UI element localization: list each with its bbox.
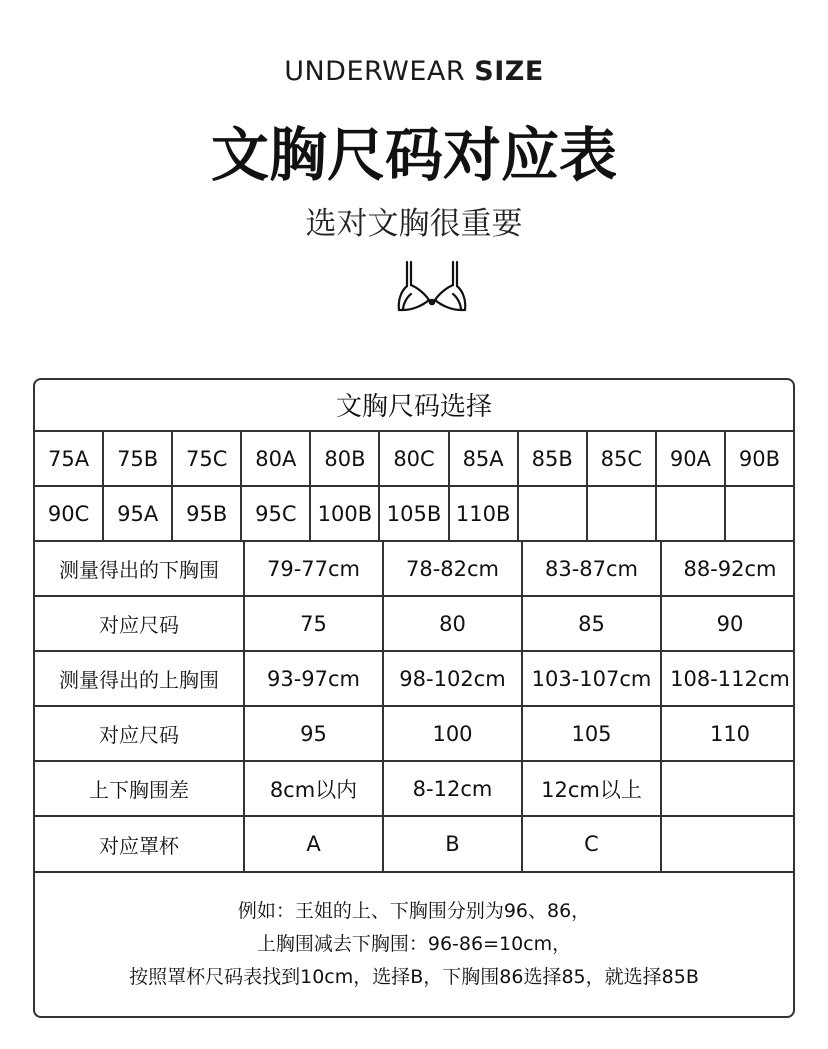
row-value: 108-112cm: [670, 666, 790, 691]
header-en-prefix: UNDERWEAR: [284, 56, 466, 87]
bust-difference-row: [35, 762, 793, 817]
row-value: 12cm以上: [523, 762, 662, 815]
row-value: [662, 762, 795, 815]
size-cell: 95C: [242, 487, 311, 540]
size-cell: 90B: [738, 446, 781, 471]
row-value: 85: [523, 597, 662, 650]
row-label: 上下胸围差: [35, 762, 245, 815]
size-cell: 80A: [242, 432, 311, 485]
size-cell: [726, 487, 793, 540]
row-value: 79-77cm: [245, 542, 384, 595]
size-cell: 85C: [588, 432, 657, 485]
row-value: 98-102cm: [384, 652, 523, 705]
size-cell: 90A: [657, 432, 726, 485]
size-cell: 95B: [173, 487, 242, 540]
size-cell: 80C: [380, 432, 449, 485]
row-value: B: [384, 817, 523, 871]
example-note: [35, 873, 793, 994]
bra-icon: [394, 258, 470, 316]
size-cell: 85A: [450, 432, 519, 485]
row-value: 110: [709, 721, 751, 746]
size-cell: 105B: [380, 487, 449, 540]
bust-size-row: [35, 707, 793, 762]
size-cell: 95A: [104, 487, 173, 540]
band-size-row: [35, 597, 793, 652]
page-title: 文胸尺码对应表: [210, 121, 617, 189]
row-value: 90: [716, 611, 744, 636]
chart-title: 文胸尺码选择: [35, 380, 793, 432]
size-cell: [657, 487, 726, 540]
row-value: 100: [384, 707, 523, 760]
underbust-row: [35, 542, 793, 597]
size-list-row-1: [35, 432, 793, 487]
example-line: 上胸围减去下胸围：96-86=10cm，: [256, 933, 572, 955]
example-line: 例如：王姐的上、下胸围分别为96、86，: [237, 900, 591, 922]
row-value: 8cm以内: [245, 762, 384, 815]
size-cell: 100B: [311, 487, 380, 540]
size-list-row-2: [35, 487, 793, 542]
size-cell: 75C: [173, 432, 242, 485]
row-value: 105: [523, 707, 662, 760]
row-value: 95: [245, 707, 384, 760]
row-value: 93-97cm: [245, 652, 384, 705]
size-cell: 85B: [519, 432, 588, 485]
size-cell: [588, 487, 657, 540]
cup-row: [35, 817, 793, 873]
row-value: 75: [245, 597, 384, 650]
size-cell: 90C: [35, 487, 104, 540]
example-line: 按照罩杯尺码表找到10cm，选择B，下胸围86选择85，就选择85B: [129, 966, 699, 988]
row-label: 测量得出的上胸围: [35, 652, 245, 705]
row-label: 对应尺码: [35, 707, 245, 760]
row-value: 80: [384, 597, 523, 650]
size-cell: 75A: [35, 432, 104, 485]
header-en-bold: SIZE: [474, 56, 544, 87]
page-subtitle: 选对文胸很重要: [305, 206, 523, 242]
row-value: 103-107cm: [523, 652, 662, 705]
row-value: 88-92cm: [683, 556, 777, 581]
row-value: [662, 817, 795, 871]
row-label: 对应尺码: [35, 597, 245, 650]
row-value: A: [245, 817, 384, 871]
size-cell: 75B: [104, 432, 173, 485]
size-cell: 80B: [311, 432, 380, 485]
row-value: C: [523, 817, 662, 871]
row-value: 78-82cm: [384, 542, 523, 595]
bust-row: [35, 652, 793, 707]
row-value: 8-12cm: [384, 762, 523, 815]
row-label: 测量得出的下胸围: [35, 542, 245, 595]
size-cell: 110B: [450, 487, 519, 540]
row-label: 对应罩杯: [35, 817, 245, 871]
header-english: [0, 56, 828, 87]
row-value: 83-87cm: [523, 542, 662, 595]
size-cell: [519, 487, 588, 540]
size-chart: [33, 378, 795, 1018]
